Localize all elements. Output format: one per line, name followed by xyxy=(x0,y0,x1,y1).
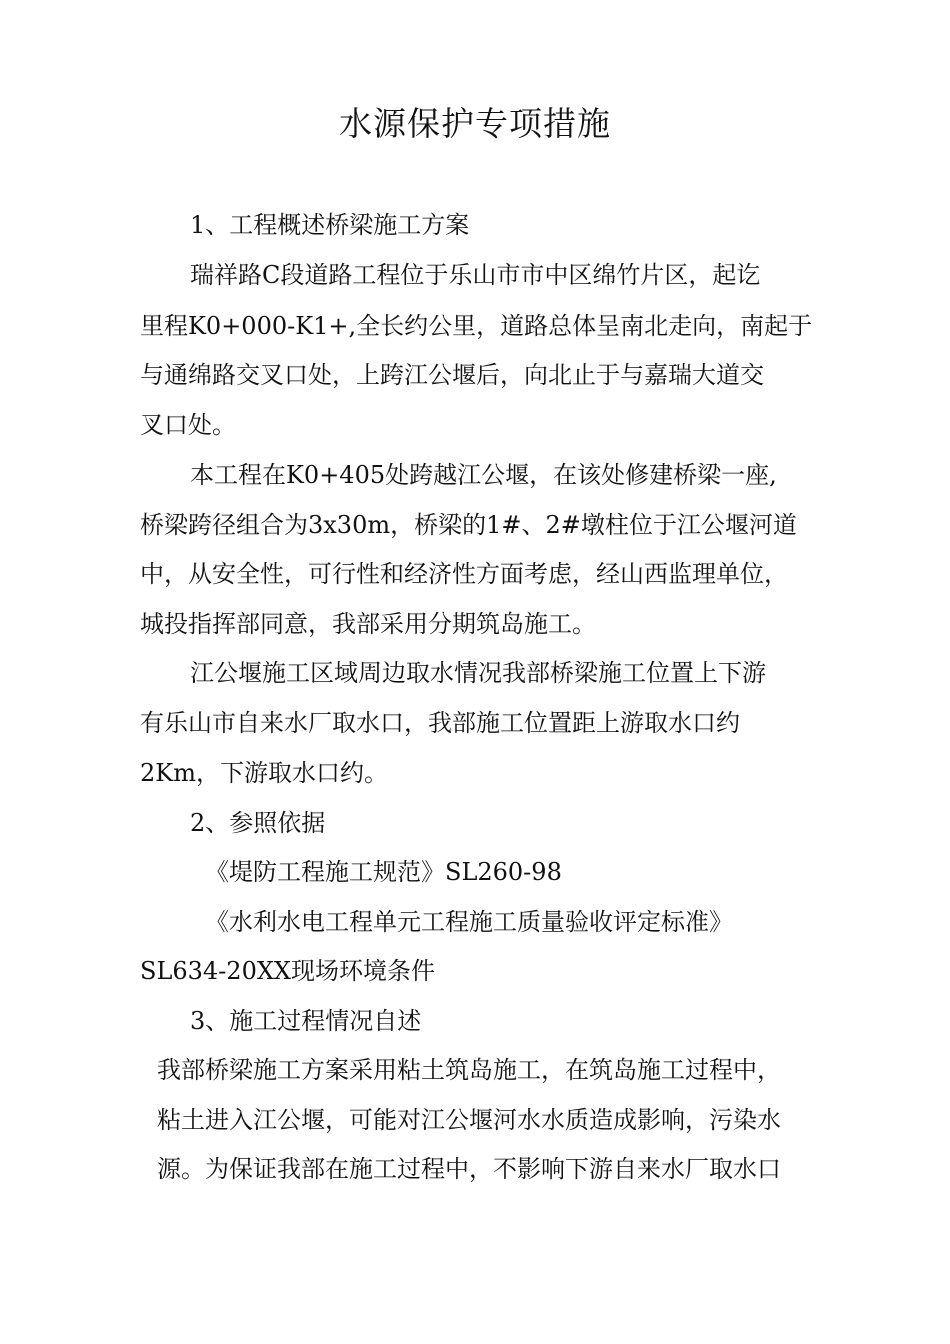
text-line: 本工程在K0+405处跨越江公堰，在该处修建桥梁一座, xyxy=(190,461,777,489)
section-heading-process: 3、施工过程情况自述 xyxy=(190,1007,422,1035)
text-line: 中，从安全性，可行性和经济性方面考虑，经山西监理单位， xyxy=(140,560,788,588)
text-line: 江公堰施工区域周边取水情况我部桥梁施工位置上下游 xyxy=(190,659,766,687)
reference-item: SL634-20XX现场环境条件 xyxy=(140,957,436,985)
text-line: 城投指挥部同意，我部采用分期筑岛施工。 xyxy=(140,610,596,638)
text-line: 我部桥梁施工方案采用粘土筑岛施工，在筑岛施工过程中， xyxy=(157,1056,781,1084)
text-line: 源。为保证我部在施工过程中，不影响下游自来水厂取水口 xyxy=(157,1155,781,1183)
section-heading-references: 2、参照依据 xyxy=(190,809,326,837)
reference-item: 《水利水电工程单元工程施工质量验收评定标准》 xyxy=(205,908,733,936)
text-line: 粘土进入江公堰，可能对江公堰河水水质造成影响，污染水 xyxy=(157,1106,781,1134)
reference-item: 《堤防工程施工规范》SL260-98 xyxy=(205,858,562,886)
text-line: 瑞祥路C段道路工程位于乐山市市中区绵竹片区，起讫 xyxy=(190,261,761,289)
section-heading-overview: 1、工程概述桥梁施工方案 xyxy=(190,211,470,239)
text-line: 里程K0+000-K1+,全长约公里，道路总体呈南北走向，南起于 xyxy=(140,312,813,340)
text-line: 与通绵路交叉口处，上跨江公堰后，向北止于与嘉瑞大道交 xyxy=(140,361,764,389)
text-line: 2Km，下游取水口约。 xyxy=(140,759,388,787)
page-title: 水源保护专项措施 xyxy=(339,104,611,143)
text-line: 桥梁跨径组合为3x30m，桥梁的1#、2#墩柱位于江公堰河道 xyxy=(140,511,797,539)
text-line: 叉口处。 xyxy=(140,411,236,439)
text-line: 有乐山市自来水厂取水口，我部施工位置距上游取水口约 xyxy=(140,709,740,737)
